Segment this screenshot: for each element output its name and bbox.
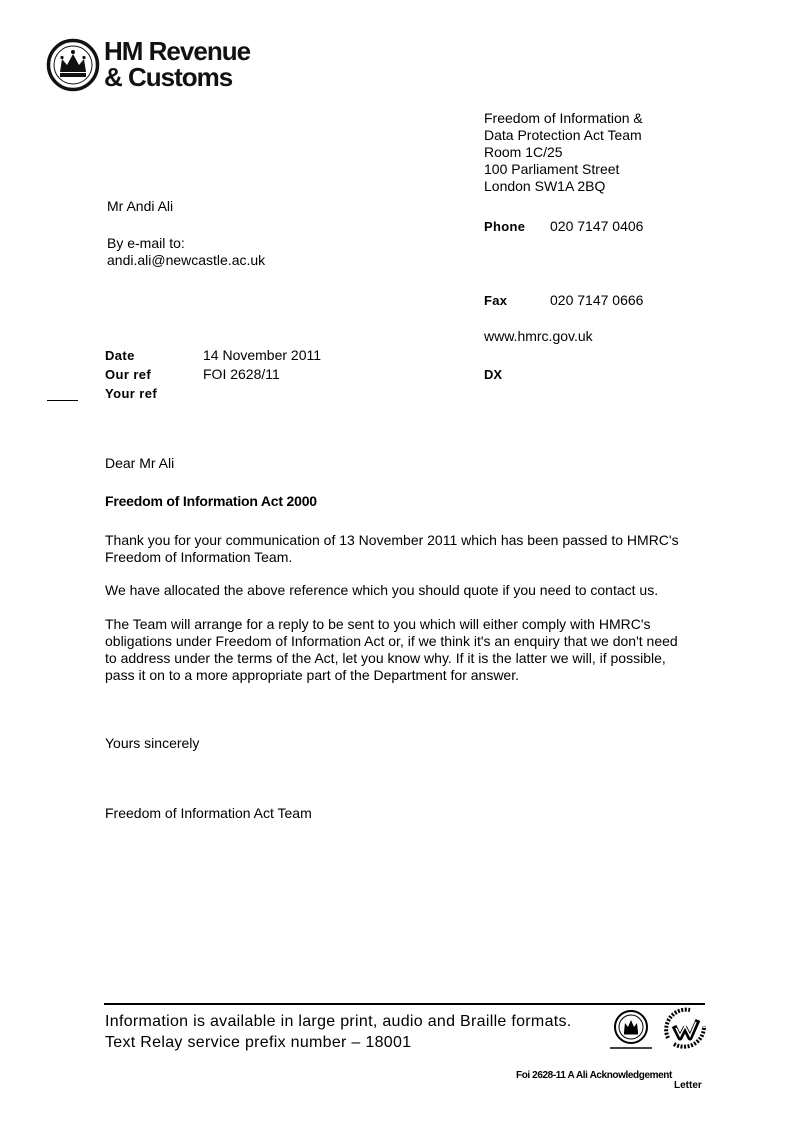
footer-notice bbox=[105, 1011, 572, 1053]
dx-label: DX bbox=[484, 367, 503, 382]
our-ref-label: Our ref bbox=[105, 367, 152, 382]
subject-heading: Freedom of Information Act 2000 bbox=[105, 493, 317, 509]
sender-address-line: Data Protection Act Team bbox=[484, 127, 642, 143]
our-ref-value: FOI 2628/11 bbox=[203, 366, 280, 382]
phone-number: 020 7147 0406 bbox=[550, 218, 644, 234]
sender-address-line: 100 Parliament Street bbox=[484, 161, 620, 177]
recipient-name: Mr Andi Ali bbox=[107, 198, 174, 214]
closing: Yours sincerely bbox=[105, 735, 200, 751]
sender-address-line: Room 1C/25 bbox=[484, 144, 563, 160]
crown-icon bbox=[46, 38, 100, 92]
logo-wordmark bbox=[104, 38, 250, 90]
fold-mark bbox=[47, 400, 78, 401]
footer-divider bbox=[104, 1003, 705, 1005]
date-row bbox=[105, 346, 321, 365]
recipient-email: andi.ali@newcastle.ac.uk bbox=[107, 252, 266, 268]
date-label: Date bbox=[105, 348, 135, 363]
signature: Freedom of Information Act Team bbox=[105, 805, 312, 821]
recipient-block bbox=[107, 198, 185, 252]
footer-line-1: Information is available in large print, audio and Braille formats. bbox=[105, 1013, 572, 1030]
sender-address bbox=[484, 110, 643, 195]
logo-line-1: HM Revenue bbox=[104, 36, 251, 66]
phone-label: Phone bbox=[484, 219, 526, 234]
fax-row bbox=[484, 292, 644, 309]
salutation: Dear Mr Ali bbox=[105, 455, 175, 471]
fax-label: Fax bbox=[484, 293, 508, 308]
fax-number: 020 7147 0666 bbox=[550, 292, 644, 308]
paragraph-3: The Team will arrange for a reply to be sent to you which will either comply with HMRC's obligations under Freedom of Information Act or, if we think it's an enquiry that we don't need to address under the terms of the Act, let you know why. If it is the latter we will, if possible, pass it on to a more appropriate part of the Department for answer. bbox=[105, 616, 678, 683]
paragraph-2: We have allocated the above reference which you should quote if you need to contact us. bbox=[105, 582, 659, 598]
paragraph-1: Thank you for your communication of 13 November 2011 which has been passed to HMRC's Freedom of Information Team. bbox=[105, 532, 679, 565]
our-ref-row bbox=[105, 365, 321, 384]
excellence-award-icon bbox=[606, 1008, 656, 1054]
date-value: 14 November 2011 bbox=[203, 347, 322, 363]
footer-line-2: Text Relay service prefix number – 18001 bbox=[105, 1034, 412, 1051]
reference-block bbox=[105, 346, 321, 403]
logo-line-2: & Customs bbox=[104, 62, 233, 92]
website: www.hmrc.gov.uk bbox=[484, 328, 593, 344]
sender-address-line: London SW1A 2BQ bbox=[484, 178, 606, 194]
document-reference-continued: Letter bbox=[674, 1080, 702, 1091]
disability-symbol-icon bbox=[660, 1004, 710, 1052]
phone-row bbox=[484, 218, 644, 235]
your-ref-row bbox=[105, 384, 321, 403]
your-ref-label: Your ref bbox=[105, 386, 158, 401]
letter-body bbox=[105, 455, 685, 684]
document-reference: Foi 2628-11 A Ali Acknowledgement bbox=[516, 1070, 672, 1081]
sender-address-line: Freedom of Information & bbox=[484, 110, 643, 126]
delivery-method: By e-mail to: bbox=[107, 235, 185, 251]
